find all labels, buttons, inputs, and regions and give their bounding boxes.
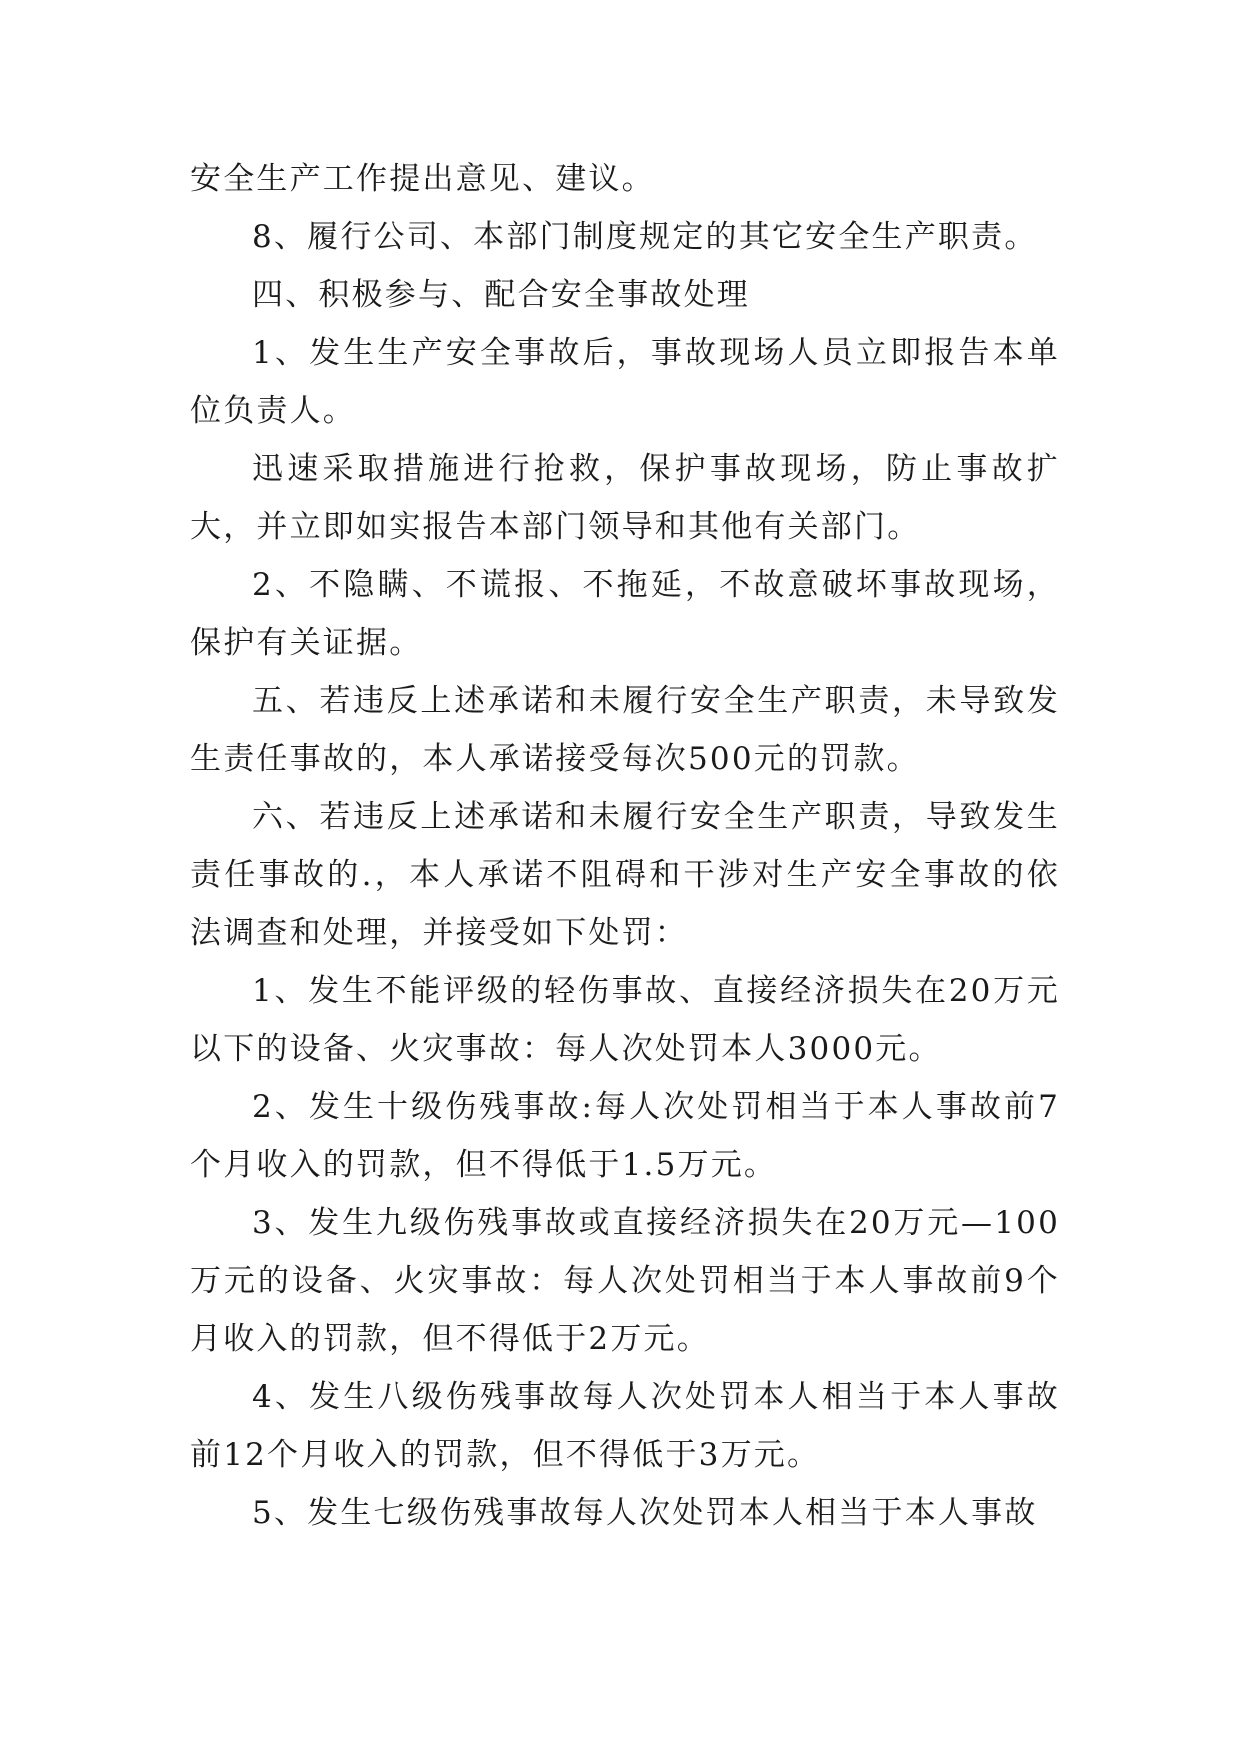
paragraph: 2、发生十级伤残事故:每人次处罚相当于本人事故前7个月收入的罚款，但不得低于1.5万元。: [190, 1089, 1060, 1183]
section-heading: 四、积极参与、配合安全事故处理: [252, 277, 750, 313]
paragraph: 8、履行公司、本部门制度规定的其它安全生产职责。: [252, 219, 1038, 255]
paragraph: 1、发生生产安全事故后，事故现场人员立即报告本单位负责人。: [190, 335, 1060, 429]
paragraph: 5、发生七级伤残事故每人次处罚本人相当于本人事故: [252, 1495, 1038, 1531]
paragraph: 4、发生八级伤残事故每人次处罚本人相当于本人事故前12个月收入的罚款，但不得低于3万元。: [190, 1379, 1060, 1473]
document-body: [190, 150, 1060, 1542]
paragraph: 2、不隐瞒、不谎报、不拖延，不故意破坏事故现场，保护有关证据。: [190, 567, 1060, 661]
paragraph: 迅速采取措施进行抢救，保护事故现场，防止事故扩大，并立即如实报告本部门领导和其他有关部门。: [190, 451, 1060, 545]
paragraph: 六、若违反上述承诺和未履行安全生产职责，导致发生责任事故的.，本人承诺不阻碍和干涉对生产安全事故的依法调查和处理，并接受如下处罚：: [190, 799, 1060, 951]
paragraph: 1、发生不能评级的轻伤事故、直接经济损失在20万元以下的设备、火灾事故：每人次处罚本人3000元。: [190, 973, 1060, 1067]
paragraph: 五、若违反上述承诺和未履行安全生产职责，未导致发生责任事故的，本人承诺接受每次500元的罚款。: [190, 683, 1060, 777]
paragraph: 3、发生九级伤残事故或直接经济损失在20万元—100万元的设备、火灾事故：每人次处罚相当于本人事故前9个月收入的罚款，但不得低于2万元。: [190, 1205, 1060, 1357]
paragraph: 安全生产工作提出意见、建议。: [190, 161, 655, 197]
